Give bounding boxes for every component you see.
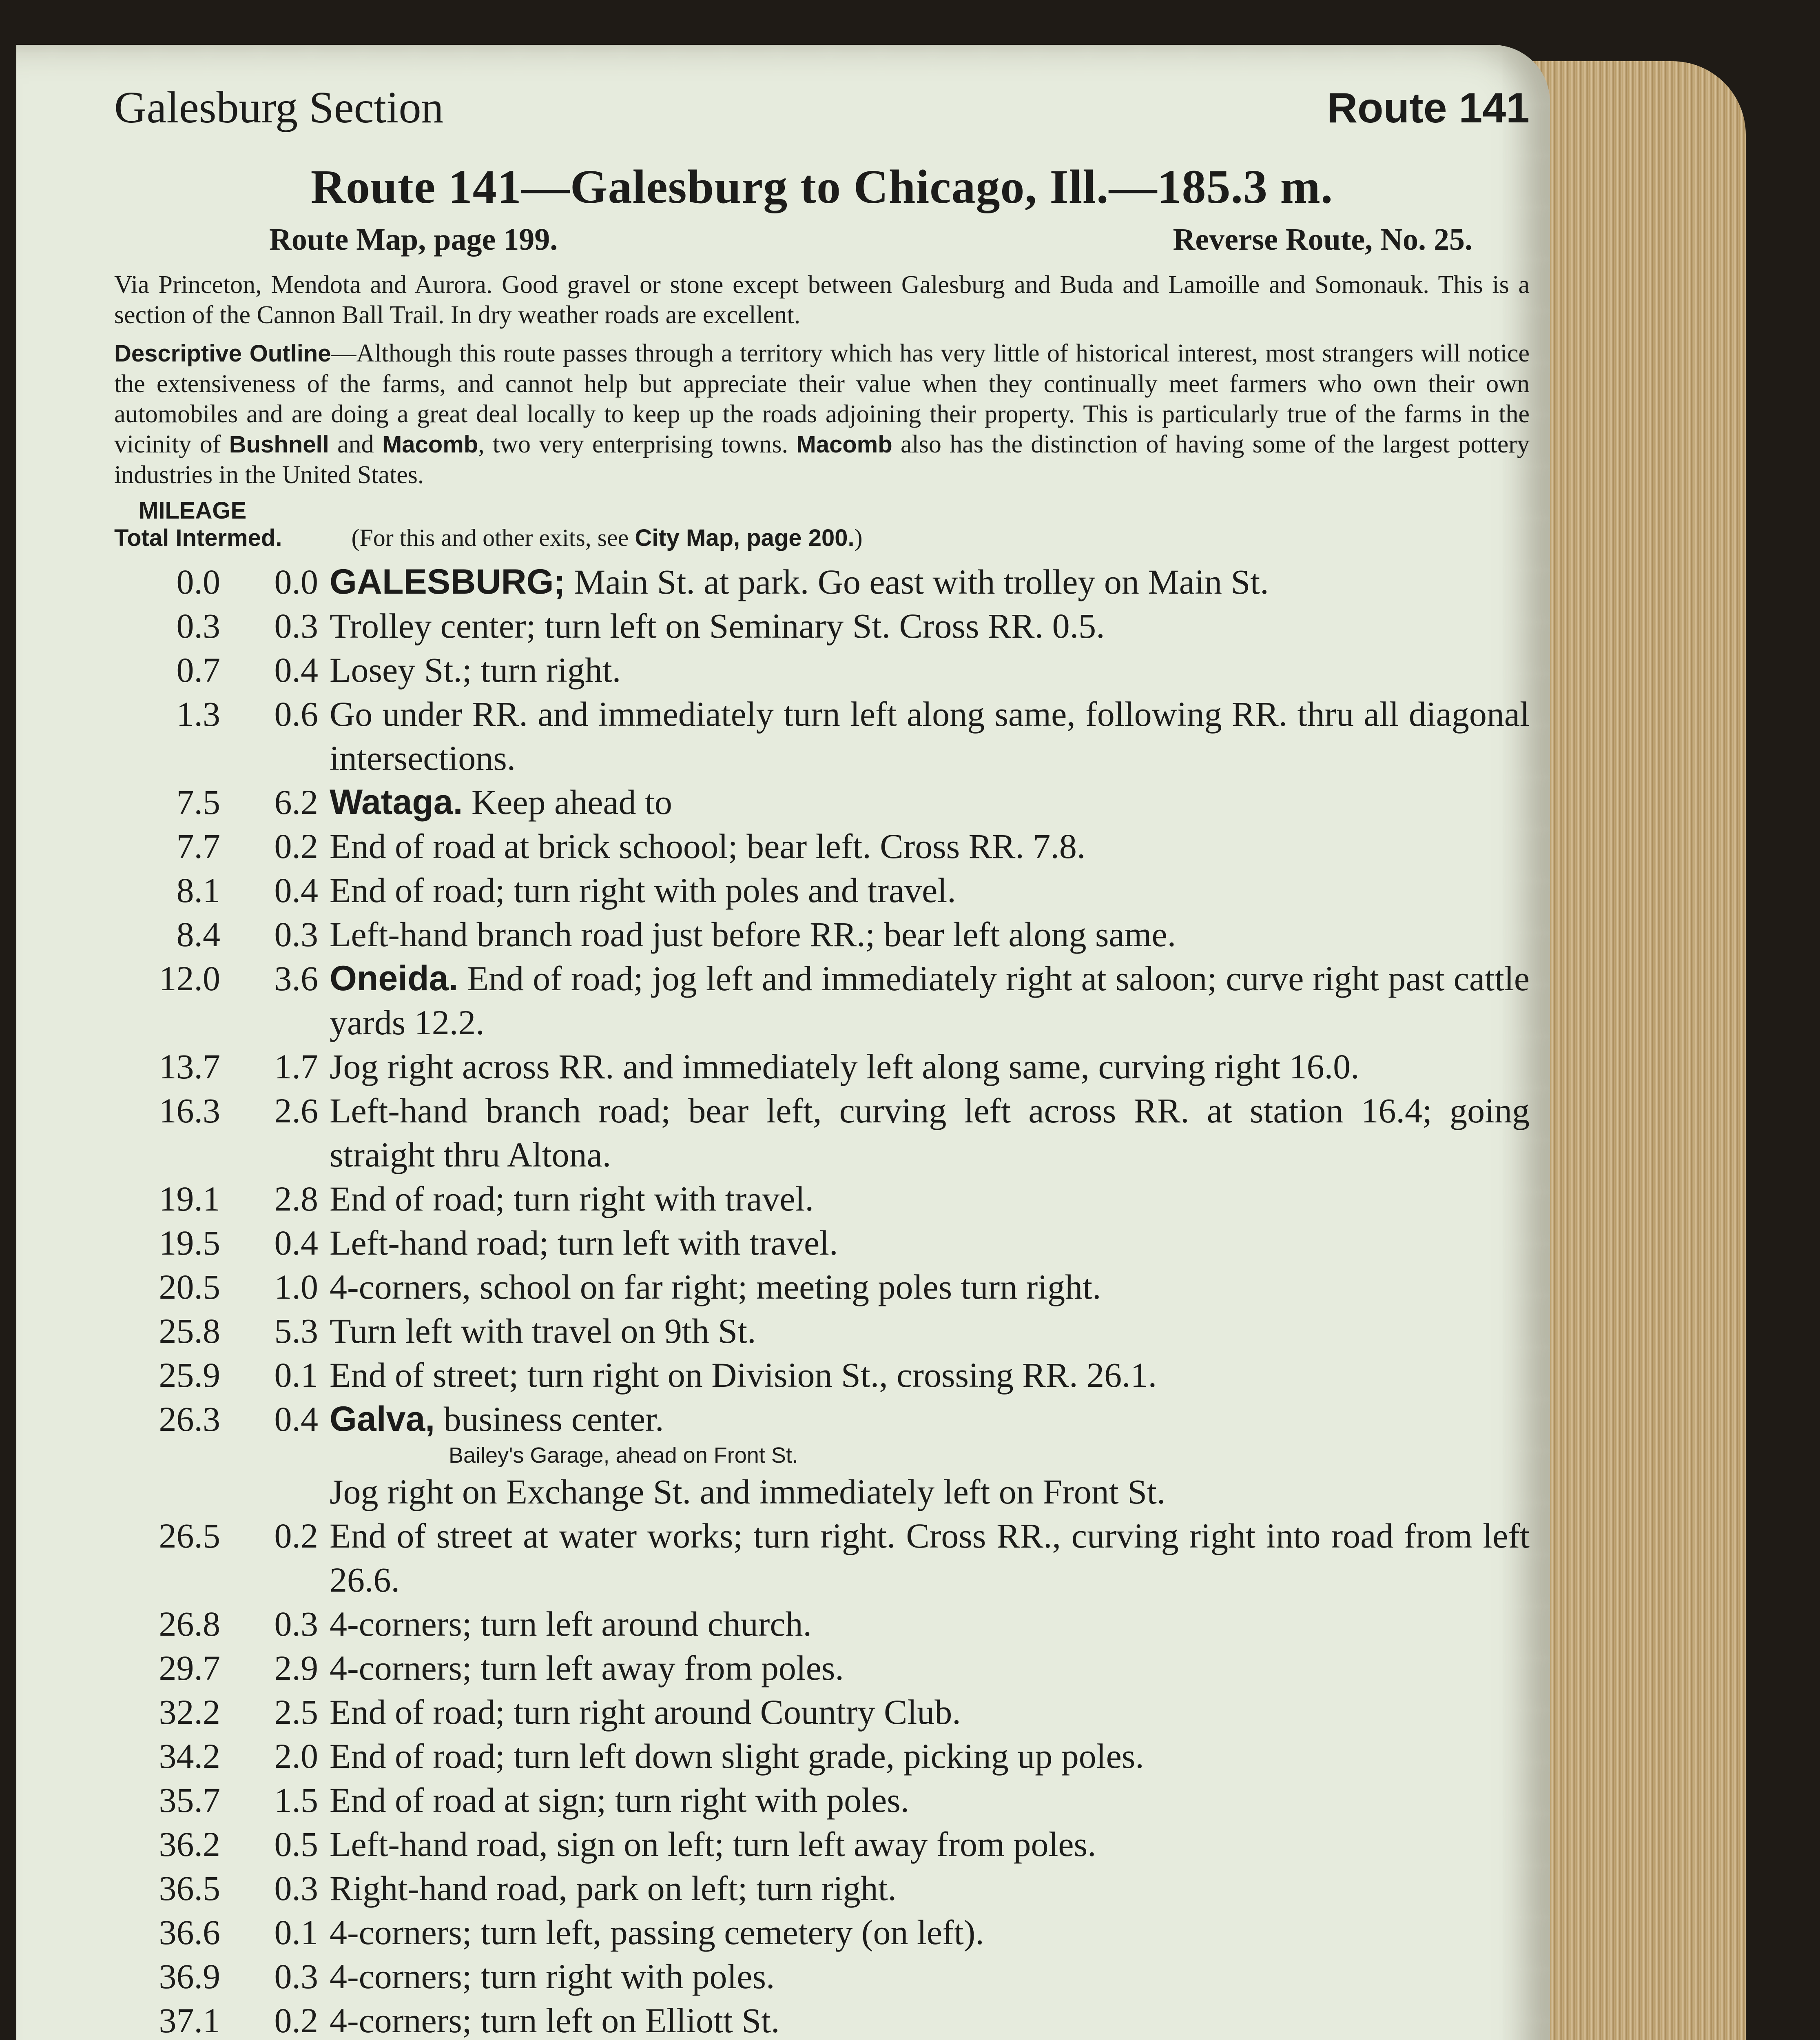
intermediate-mileage: 0.1 <box>274 1913 318 1952</box>
table-row <box>114 604 1530 648</box>
intermediate-mileage: 0.2 <box>274 827 318 866</box>
outline-text-1: —Although this route passes through a territory which has very little of historical interest, most strangers will notice the extensiveness of the farms, and cannot help but appreciate their value when they continually meet farmers who own their own automobiles and are doing a great deal locally to keep up the roads adjoining their property. This is particularly true of the farms in the vicinity of <box>114 339 1530 458</box>
outline-town-macomb-2: Macomb <box>796 431 892 458</box>
total-mileage: 35.7 <box>159 1781 220 1820</box>
direction-text <box>318 1265 1530 1309</box>
direction-detail: Turn left with travel on 9th St. <box>330 1311 756 1350</box>
table-row <box>114 1690 1530 1734</box>
outline-text-2: and <box>329 430 382 458</box>
table-row <box>114 1044 1530 1089</box>
direction-text <box>318 1954 1530 1998</box>
table-row <box>114 1602 1530 1646</box>
table-row <box>114 1353 1530 1397</box>
intermediate-mileage: 0.3 <box>274 1869 318 1908</box>
direction-detail: Jog right across RR. and immediately left along same, curving right 16.0. <box>330 1047 1359 1086</box>
intermediate-mileage: 0.3 <box>274 606 318 645</box>
table-row <box>114 1822 1530 1866</box>
direction-text <box>318 1734 1530 1778</box>
direction-text <box>318 1177 1530 1221</box>
table-row <box>114 1954 1530 1998</box>
table-row <box>114 1778 1530 1822</box>
total-mileage: 32.2 <box>159 1692 220 1732</box>
direction-detail: Left-hand road; turn left with travel. <box>330 1223 838 1262</box>
total-mileage: 19.5 <box>159 1223 220 1262</box>
total-mileage: 26.3 <box>159 1399 220 1439</box>
total-mileage: 0.3 <box>176 606 220 645</box>
direction-text <box>318 1822 1530 1866</box>
table-row <box>114 1866 1530 1910</box>
table-row <box>114 560 1530 604</box>
table-row <box>114 1646 1530 1690</box>
total-mileage: 1.3 <box>176 694 220 734</box>
direction-text <box>318 1690 1530 1734</box>
direction-text <box>318 1866 1530 1910</box>
direction-text <box>318 780 1530 824</box>
intermediate-mileage: 0.4 <box>274 1399 318 1439</box>
exits-note <box>351 524 862 552</box>
direction-detail: Keep ahead to <box>463 783 672 822</box>
intermediate-mileage: 0.2 <box>274 1516 318 1555</box>
route-title: Route 141—Galesburg to Chicago, Ill.—185.3 m. <box>310 160 1333 213</box>
direction-detail: End of road; turn left down slight grade, picking up poles. <box>330 1736 1144 1776</box>
total-mileage: 16.3 <box>159 1091 220 1130</box>
total-mileage: 26.8 <box>159 1604 220 1643</box>
city-map-ref: City Map, page 200. <box>635 525 855 551</box>
direction-detail: End of street at water works; turn right. Cross RR., curving right into road from left 26.6. <box>330 1516 1530 1599</box>
direction-detail: 4-corners; turn left around church. <box>330 1604 812 1643</box>
intermediate-mileage: 2.6 <box>274 1091 318 1130</box>
table-row <box>114 1470 1530 1514</box>
total-mileage: 34.2 <box>159 1736 220 1776</box>
direction-text <box>318 1397 1530 1441</box>
direction-detail: Jog right on Exchange St. and immediately left on Front St. <box>330 1472 1166 1511</box>
direction-text <box>318 1602 1530 1646</box>
direction-detail: 4-corners; turn left away from poles. <box>330 1648 844 1687</box>
intermediate-mileage: 1.0 <box>274 1267 318 1306</box>
table-row <box>114 780 1530 824</box>
direction-detail: End of road at sign; turn right with poles. <box>330 1781 910 1820</box>
direction-detail: Main St. at park. Go east with trolley on Main St. <box>565 562 1269 601</box>
table-row <box>114 1177 1530 1221</box>
outline-text-4: also has the distinction of having some of the largest pottery industries in the United States. <box>114 430 1530 489</box>
intermediate-mileage: 0.1 <box>274 1355 318 1395</box>
exits-note-post: ) <box>854 524 863 551</box>
direction-text <box>318 868 1530 912</box>
direction-detail: End of road at brick schoool; bear left. Cross RR. 7.8. <box>330 827 1086 866</box>
direction-detail: business center. <box>435 1399 664 1439</box>
table-row <box>114 912 1530 956</box>
outline-label: Descriptive Outline <box>114 340 331 367</box>
direction-text <box>318 824 1530 868</box>
total-column-label: Total <box>114 525 169 551</box>
total-mileage: 7.7 <box>176 827 220 866</box>
intermediate-mileage: 0.5 <box>274 1825 318 1864</box>
table-row <box>114 1910 1530 1954</box>
direction-detail: Right-hand road, park on left; turn right. <box>330 1869 897 1908</box>
direction-text <box>318 1221 1530 1265</box>
direction-text <box>318 648 1530 692</box>
direction-text <box>318 560 1530 604</box>
intermediate-mileage: 0.2 <box>274 2001 318 2040</box>
direction-text <box>318 692 1530 780</box>
direction-text <box>318 1353 1530 1397</box>
direction-detail: Left-hand road, sign on left; turn left away from poles. <box>330 1825 1096 1864</box>
table-row <box>114 956 1530 1044</box>
total-mileage <box>114 1470 220 1514</box>
direction-text <box>318 1470 1530 1514</box>
place-name: Oneida. <box>330 959 458 998</box>
direction-detail: 4-corners; turn right with poles. <box>330 1957 775 1996</box>
total-mileage: 12.0 <box>159 959 220 998</box>
total-mileage: 25.8 <box>159 1311 220 1350</box>
total-mileage: 26.5 <box>159 1516 220 1555</box>
reverse-route-ref: Reverse Route, No. 25. <box>1173 222 1472 257</box>
direction-text <box>318 1778 1530 1822</box>
intermediate-mileage: 1.5 <box>274 1781 318 1820</box>
intermed-column-label: Intermed. <box>175 525 282 551</box>
direction-text <box>318 912 1530 956</box>
table-row <box>114 824 1530 868</box>
direction-detail: 4-corners, school on far right; meeting poles turn right. <box>330 1267 1101 1306</box>
mileage-columns <box>114 524 1530 552</box>
intermediate-mileage: 2.9 <box>274 1648 318 1687</box>
route-number: Route 141 <box>1326 84 1530 132</box>
intermediate-mileage: 2.0 <box>274 1736 318 1776</box>
table-row <box>114 1734 1530 1778</box>
direction-detail: End of road; turn right with poles and travel. <box>330 871 956 910</box>
direction-detail: Trolley center; turn left on Seminary St. Cross RR. 0.5. <box>330 606 1105 645</box>
direction-detail: End of road; jog left and immediately right at saloon; curve right past cattle yards 12.2. <box>330 959 1530 1042</box>
direction-detail: End of road; turn right with travel. <box>330 1179 814 1218</box>
mileage-table <box>114 560 1530 2040</box>
place-name: Galva, <box>330 1399 435 1439</box>
table-row <box>114 1221 1530 1265</box>
running-header <box>114 82 1530 151</box>
table-row <box>114 1998 1530 2040</box>
outline-town-macomb: Macomb <box>382 431 478 458</box>
table-row <box>114 1514 1530 1602</box>
intermediate-mileage: 0.3 <box>274 1604 318 1643</box>
intermediate-mileage: 3.6 <box>274 959 318 998</box>
intermediate-mileage: 0.4 <box>274 650 318 690</box>
intermediate-mileage: 0.3 <box>274 915 318 954</box>
direction-detail: 4-corners; turn left on Elliott St. <box>330 2001 780 2040</box>
outline-town-bushnell: Bushnell <box>229 431 329 458</box>
section-name: Galesburg Section <box>114 82 444 132</box>
direction-detail: Left-hand branch road just before RR.; bear left along same. <box>330 915 1176 954</box>
exits-note-pre: (For this and other exits, see <box>351 524 635 551</box>
intermediate-mileage: 1.7 <box>274 1047 318 1086</box>
total-mileage: 8.4 <box>176 915 220 954</box>
total-mileage: 37.1 <box>159 2001 220 2040</box>
intermediate-mileage: 6.2 <box>274 783 318 822</box>
intermediate-mileage: 2.5 <box>274 1692 318 1732</box>
table-row <box>114 1309 1530 1353</box>
mileage-header <box>114 497 1530 552</box>
total-mileage: 20.5 <box>159 1267 220 1306</box>
table-row <box>114 1265 1530 1309</box>
intermediate-mileage <box>220 1470 318 1514</box>
direction-text <box>318 1910 1530 1954</box>
book-page <box>16 45 1550 2040</box>
intermediate-mileage: 0.4 <box>274 1223 318 1262</box>
total-mileage: 36.9 <box>159 1957 220 1996</box>
via-paragraph: Via Princeton, Mendota and Aurora. Good gravel or stone except between Galesburg and Buda and Lamoille and Somonauk. This is a section of the Cannon Ball Trail. In dry weather roads are excellent. <box>114 271 1530 329</box>
route-map-ref: Route Map, page 199. <box>269 222 558 257</box>
direction-text <box>318 1646 1530 1690</box>
direction-detail: Go under RR. and immediately turn left along same, following RR. thru all diagonal intersections. <box>330 694 1530 778</box>
page-content <box>114 82 1530 2040</box>
intermediate-mileage: 0.0 <box>274 562 318 601</box>
place-name: Wataga. <box>330 783 463 822</box>
total-mileage: 0.0 <box>176 562 220 601</box>
direction-detail: End of road; turn right around Country Club. <box>330 1692 961 1732</box>
intermediate-mileage: 5.3 <box>274 1311 318 1350</box>
page-edges <box>1517 61 1746 2040</box>
direction-text <box>318 1514 1530 1602</box>
intermediate-mileage: 0.4 <box>274 871 318 910</box>
total-mileage: 36.5 <box>159 1869 220 1908</box>
total-mileage: 36.6 <box>159 1913 220 1952</box>
direction-text <box>318 604 1530 648</box>
direction-text <box>318 1309 1530 1353</box>
total-mileage: 13.7 <box>159 1047 220 1086</box>
route-references <box>114 222 1530 257</box>
total-mileage: 19.1 <box>159 1179 220 1218</box>
direction-detail: 4-corners; turn left, passing cemetery (on left). <box>330 1913 984 1952</box>
direction-text <box>318 1998 1530 2040</box>
total-mileage: 29.7 <box>159 1648 220 1687</box>
direction-detail: Losey St.; turn right. <box>330 650 621 690</box>
direction-text <box>318 1044 1530 1089</box>
total-mileage: 25.9 <box>159 1355 220 1395</box>
direction-text <box>318 1089 1530 1177</box>
table-row <box>114 1397 1530 1441</box>
direction-detail: End of street; turn right on Division St., crossing RR. 26.1. <box>330 1355 1157 1395</box>
table-row <box>114 868 1530 912</box>
total-mileage: 36.2 <box>159 1825 220 1864</box>
direction-detail: Left-hand branch road; bear left, curving left across RR. at station 16.4; going straight thru Altona. <box>330 1091 1530 1174</box>
total-mileage: 7.5 <box>176 783 220 822</box>
direction-text <box>318 956 1530 1044</box>
garage-note: Bailey's Garage, ahead on Front St. <box>449 1443 798 1468</box>
table-row <box>114 648 1530 692</box>
intermediate-mileage: 2.8 <box>274 1179 318 1218</box>
outline-text-3: , two very enterprising towns. <box>478 430 797 458</box>
mileage-label: MILEAGE <box>139 497 247 524</box>
place-name: GALESBURG; <box>330 562 566 601</box>
intermediate-mileage: 0.3 <box>274 1957 318 1996</box>
total-mileage: 0.7 <box>176 650 220 690</box>
total-mileage: 8.1 <box>176 871 220 910</box>
descriptive-outline <box>114 338 1530 490</box>
table-row <box>114 692 1530 780</box>
intermediate-mileage: 0.6 <box>274 694 318 734</box>
table-row <box>114 1089 1530 1177</box>
